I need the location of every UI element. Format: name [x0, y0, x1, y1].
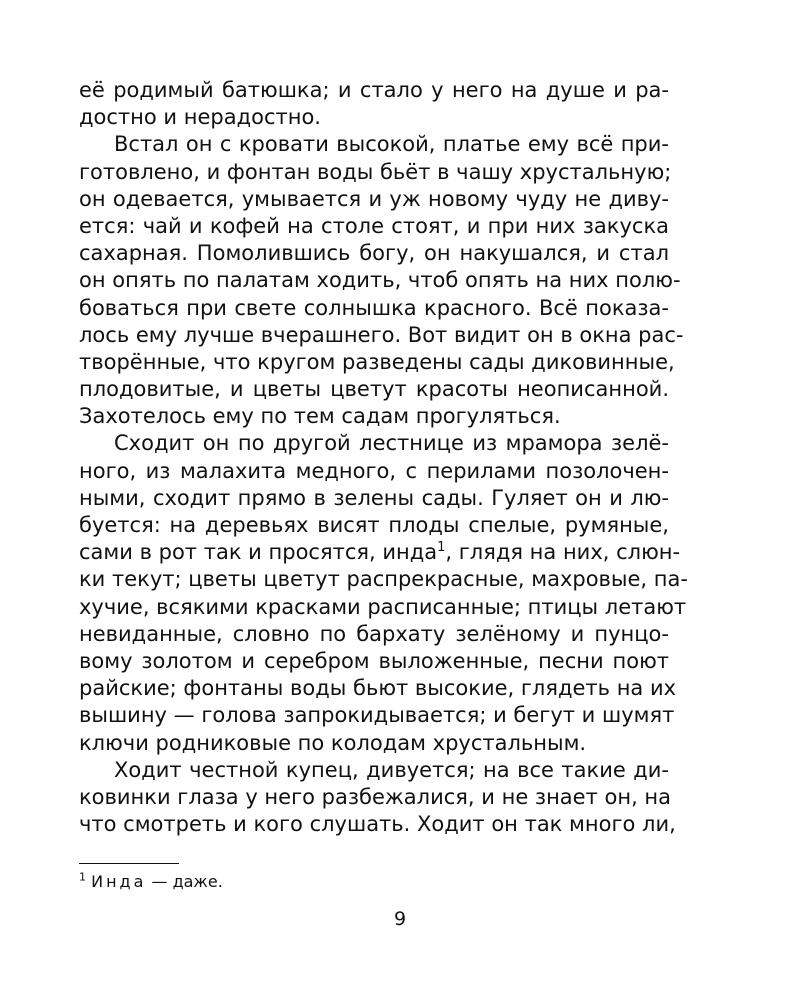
text-line: Сходит он по другой лестнице из мрамора зелё- [114, 431, 669, 456]
text-line: сахарная. Помолившись богу, он накушался, и стал [79, 241, 669, 266]
text-line: Встал он с кровати высокой, платье ему всё при- [114, 132, 669, 157]
text-line: лось ему лучше вчерашнего. Вот видит он в окна рас- [79, 322, 684, 347]
footnote-divider [79, 863, 179, 864]
text-line: Захотелось ему по тем садам прогуляться. [79, 404, 561, 429]
text-line: райские; фонтаны воды бьют высокие, глядеть на их [79, 676, 677, 701]
text-line: ключи родниковые по колодам хрустальным. [79, 730, 587, 755]
text-line: готовлено, и фонтан воды бьёт в чашу хрустальную; [79, 159, 672, 184]
text-line: ного, из малахита медного, с перилами позолочен- [79, 458, 669, 483]
text-segment: , глядя на них, слюн- [445, 540, 681, 565]
text-line: ется: чай и кофей на столе стоят, и при них закуска [79, 213, 669, 238]
text-line: буется: на деревьях висят плоды спелые, румяные, [79, 513, 669, 537]
body-text [79, 77, 688, 838]
text-line: вому золотом и серебром выложенные, песни поют [79, 648, 669, 673]
footnote-reference[interactable]: 1 [437, 540, 446, 556]
footnote-definition: — даже. [146, 872, 223, 891]
text-line: вышину — голова запрокидывается; и бегут и шумят [79, 703, 675, 728]
text-line: что смотреть и кого слушать. Ходит он так много ли, [79, 812, 676, 837]
footnote-number: 1 [79, 870, 86, 884]
footnote [79, 872, 223, 892]
text-line: достно и нерадостно. [79, 105, 321, 130]
text-segment: сами в рот так и просятся, инда [79, 540, 438, 565]
text-line: хучие, всякими красками расписанные; птицы летают [79, 594, 687, 619]
text-line: плодовитые, и цветы цветут красоты неописанной. [79, 377, 669, 402]
text-line-with-footnote [79, 539, 681, 566]
text-line: он одевается, умывается и уж новому чуду не диву- [79, 186, 669, 211]
text-line: Ходит честной купец, дивуется; на все такие ди- [114, 757, 669, 782]
footnote-term: Инда [91, 872, 147, 891]
text-line: её родимый батюшка; и стало у него на душе и ра- [79, 78, 669, 102]
text-line: боваться при свете солнышка красного. Всё показа- [79, 295, 669, 320]
page-number: 9 [393, 908, 407, 930]
text-line: творённые, что кругом разведены сады диковинные, [79, 349, 675, 374]
text-line: ковинки глаза у него разбежалися, и не знает он, на [79, 784, 672, 809]
text-line: ки текут; цветы цветут распрекрасные, махровые, па- [79, 567, 688, 592]
text-line: ными, сходит прямо в зелены сады. Гуляет он и лю- [79, 485, 669, 510]
text-line: невиданные, словно по бархату зелёному и пунцо- [79, 621, 669, 646]
text-line: он опять по палатам ходить, чтоб опять на них полю- [79, 268, 681, 293]
